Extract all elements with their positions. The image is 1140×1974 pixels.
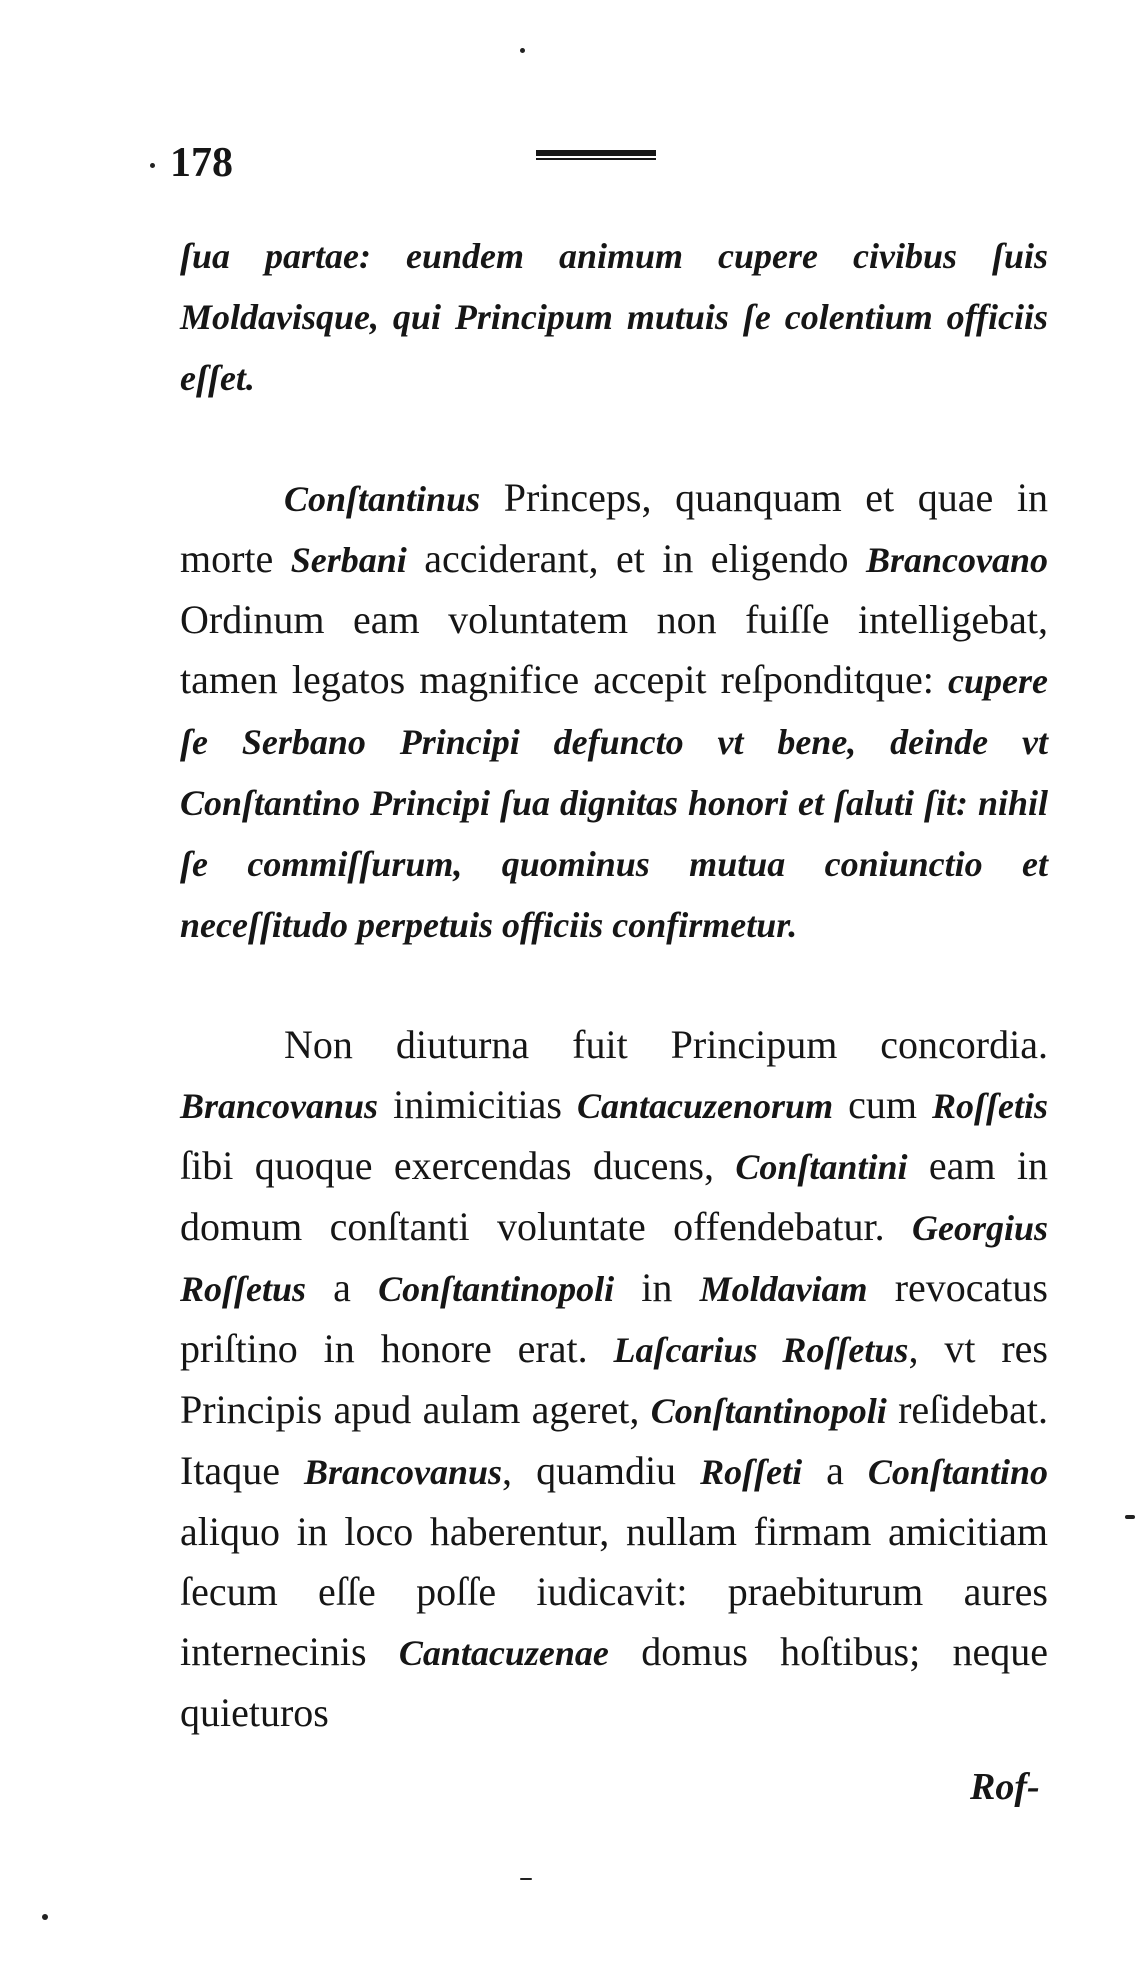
italic-run: Brancovanus: [303, 1452, 503, 1492]
text-run: domus hoſtibus; neque quieturos: [180, 1629, 1048, 1735]
italic-run: Georgius Roſſetus: [180, 1208, 1048, 1309]
text-run: cum: [833, 1082, 933, 1127]
text-run: reſidebat. Itaque: [180, 1387, 1049, 1493]
italic-run: Serbani: [290, 540, 407, 580]
text-run: , vt res Principis apud aulam ageret,: [180, 1326, 1048, 1432]
italic-run: Brancovanus: [180, 1086, 379, 1126]
italic-run: Moldaviam: [699, 1269, 868, 1309]
text-run: a: [802, 1448, 868, 1493]
paragraph: [180, 1015, 1048, 1743]
scan-speck: [520, 1878, 532, 1880]
text-run: eam in domum conſtanti voluntate offendebatur.: [180, 1143, 1049, 1249]
scan-speck: [520, 48, 525, 53]
italic-run: Brancovano: [865, 540, 1048, 580]
italic-run: ſua partae: eundem animum cupere civibus ſuis Moldavisque, qui Principum mutuis ſe colentium officiis eſſet.: [180, 236, 1048, 398]
italic-run: Cantacuzenae: [398, 1633, 609, 1673]
italic-run: Conſtantino: [867, 1452, 1048, 1492]
page-number: 178: [170, 140, 233, 186]
paragraph: [180, 225, 1048, 408]
scan-speck: [42, 1914, 48, 1920]
text-run: Non diuturna fuit Principum concordia.: [284, 1022, 1048, 1067]
text-run: in: [614, 1265, 700, 1310]
italic-run: Conſtantinopoli: [378, 1269, 615, 1309]
text-run: inimicitias: [378, 1082, 577, 1127]
italic-run: Conſtantini: [735, 1147, 908, 1187]
text-run: , quamdiu: [502, 1448, 701, 1493]
paragraph: [180, 468, 1048, 955]
scan-speck: [150, 163, 155, 168]
italic-run: Roſſeti: [700, 1452, 803, 1492]
text-run: Princeps, quanquam et quae in morte: [180, 475, 1048, 581]
italic-run: cupere ſe Serbano Principi defuncto vt bene, deinde vt Conſtantino Principi ſua dignitas honori et ſaluti ſit: nihil ſe commiſſurum, quominus mutua coniunctio et neceſſitudo perpetuis officiis confirmetur.: [180, 661, 1048, 945]
text-run: aliquo in loco haberentur, nullam firmam amicitiam ſecum eſſe poſſe iudicavit: praebiturum aures internecinis: [180, 1509, 1048, 1674]
italic-run: Laſcarius Roſſetus: [613, 1330, 909, 1370]
body-text: [180, 225, 1048, 1743]
italic-run: Conſtantinus: [284, 479, 481, 519]
header-rule: [536, 150, 656, 160]
italic-run: Roſſetis: [932, 1086, 1048, 1126]
text-run: a: [306, 1265, 379, 1310]
text-run: acciderant, et in eligendo: [406, 536, 866, 581]
text-run: Ordinum eam voluntatem non fuiſſe intelligebat, tamen legatos magnifice accepit reſponditque:: [180, 597, 1048, 702]
italic-run: Cantacuzenorum: [577, 1086, 834, 1126]
italic-run: Conſtantinopoli: [650, 1391, 887, 1431]
text-run: revocatus priſtino in honore erat.: [180, 1265, 1048, 1371]
scan-speck: [1125, 1515, 1135, 1519]
text-run: ſibi quoque exercendas ducens,: [180, 1143, 736, 1188]
catchword: Rof-: [970, 1766, 1040, 1808]
